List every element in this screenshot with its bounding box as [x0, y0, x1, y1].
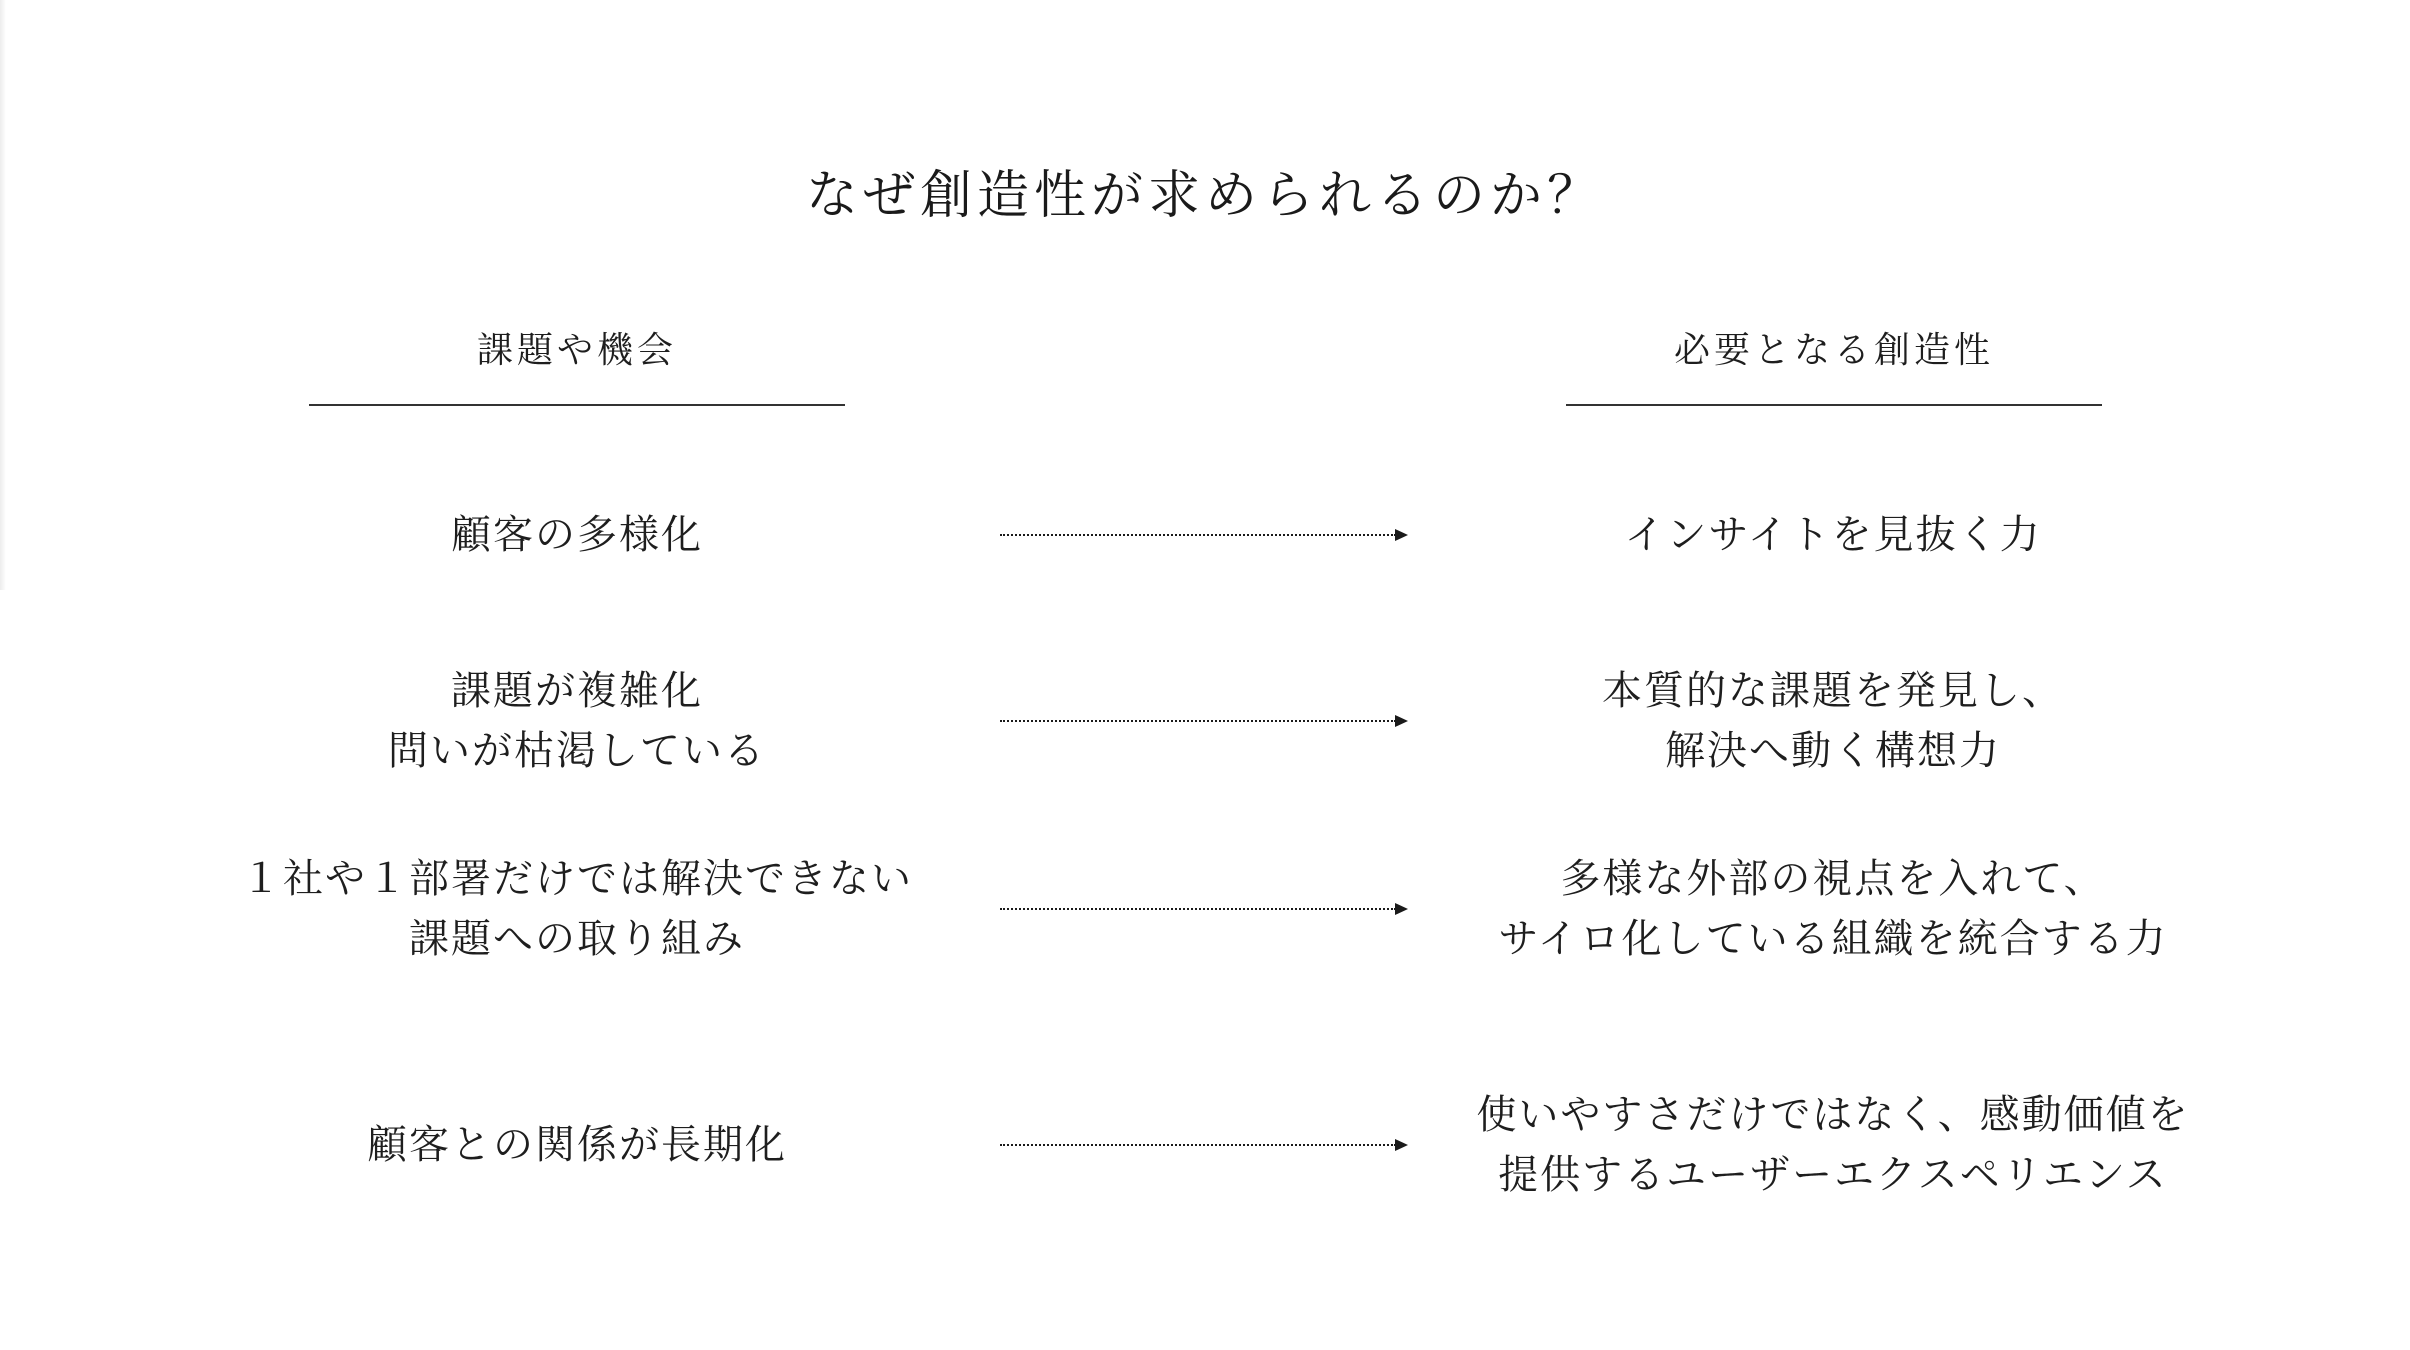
- challenge-cell: [197, 661, 957, 781]
- challenge-text: １社や１部署だけでは解決できない: [241, 856, 913, 902]
- comparison-row-1: [0, 505, 2410, 565]
- comparison-row-3: [0, 849, 2410, 969]
- challenge-cell: [197, 849, 957, 969]
- arrow-right-icon: [1000, 1137, 1408, 1153]
- challenge-text: 問いが枯渇している: [388, 728, 766, 774]
- creativity-text: 本質的な課題を発見し、: [1602, 668, 2064, 714]
- comparison-row-4: [0, 1085, 2410, 1205]
- challenge-text: 課題が複雑化: [451, 668, 703, 714]
- creativity-cell: [1453, 661, 2213, 781]
- arrow-right-icon: [1000, 713, 1408, 729]
- challenge-text: 顧客との関係が長期化: [367, 1122, 787, 1168]
- left-edge-shadow: [0, 0, 6, 590]
- right-column-header: 必要となる創造性: [1673, 330, 1994, 371]
- arrow-right-icon: [1000, 901, 1408, 917]
- challenge-text: 課題への取り組み: [409, 916, 745, 962]
- creativity-cell: [1453, 505, 2213, 565]
- right-header-rule: [1566, 404, 2102, 406]
- challenge-text: 顧客の多様化: [451, 512, 703, 558]
- creativity-cell: [1453, 849, 2213, 969]
- creativity-text: 提供するユーザーエクスペリエンス: [1498, 1152, 2168, 1198]
- left-column-header: 課題や機会: [476, 330, 677, 371]
- challenge-cell: [197, 1085, 957, 1205]
- creativity-text: 使いやすさだけではなく、感動価値を: [1476, 1092, 2190, 1138]
- arrow-right-icon: [1000, 527, 1408, 543]
- creativity-text: インサイトを見抜く力: [1624, 512, 2042, 558]
- creativity-text: 多様な外部の視点を入れて、: [1560, 856, 2106, 902]
- creativity-text: 解決へ動く構想力: [1665, 728, 2001, 774]
- creativity-text: サイロ化している組織を統合する力: [1498, 916, 2168, 962]
- slide-title: なぜ創造性が求められるのか？: [805, 166, 1604, 226]
- comparison-row-2: [0, 661, 2410, 781]
- left-header-rule: [309, 404, 845, 406]
- challenge-cell: [197, 505, 957, 565]
- creativity-cell: [1453, 1085, 2213, 1205]
